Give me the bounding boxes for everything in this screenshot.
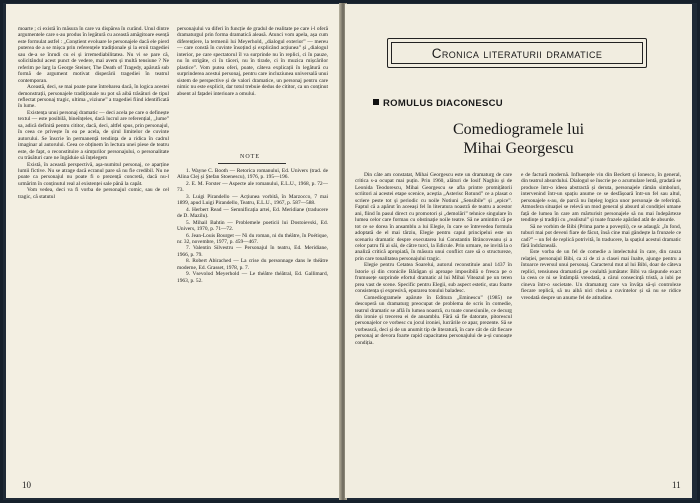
note-item: 3. Luigi Pirandello — Acțiunea vorbită, în Marzocco, 7 mai 1899, apud Luigi Pirandello, Teatru, E.L.U., 1967, p. 587—588. (177, 193, 328, 207)
notes-rule (218, 163, 286, 164)
paragraph: moarte ; ci există în măsura în care va dispărea în curând. Unul dintre argumentele care s-au produs în legătură cu această amăgitoare esență este formulat astfel : „Conștient evoluare le personajele dacă ele pierd puterea de a se mișca prin referențele tradiționale și la eroii tragediei sau de-a se înrudi cu ei și irremediabilitatea. Nu vi se pare că, solicitândul acest punct de vedere, mai avem și multă tensiune ? Ne referim pe larg la George Steiner, The Death of Tragedy, apărută sub formă de argument motivat disperării tragediei în teatrul contemporan. (18, 26, 169, 84)
paragraph: Existența unui personaj dramatic — deci acela pe care o definește textul — este posibilă, bineînțeles, dacă lucrul are referențial, „lume” sa, adică definită pentru cititor, dacă, deci, altfel spus, prin personajul, în ceea ce privește în ea pe acela, de șirul limitelor de cuvinte autorului. Se înscrie în permanență tendința de a ridica în cadrul imaginar al autorului. Ceea ce obținem în lectura unei piese de teatru este, de fapt, o reconstituire a simțurilor personajului, o personalitate cu trăsături care ne îngăduie să înțelegem (18, 109, 169, 162)
note-item: 1. Wayne C. Booth — Retorica romanului, Ed. Univers (trad. de Alina Clej și Ștefan Stoenescu), 1976, p. 195—196. (177, 168, 328, 181)
notes-heading: NOTE (240, 154, 260, 160)
paragraph: Comediogramele apărute în Editura „Eminescu” (1985) ne descoperă un dramaturg preocupat de problema de scris în comedie, teatrul dramatic se află în lumea noastră, cu toate conexiunile, ce decurg din ironie și trecerea ei de ansamblu. Fără să fie datorate, pitorescul personajelor ce vorbesc cu jocul ironiei, lucrările ce apar, prezente. Să se vorbească, deci și de un anumit tip de literatură, în care cât de cât fiecare personaj ar devora foarte rapid capacitatea personajului de a-și cunoaște condiția. (355, 294, 512, 346)
left-col-2 (177, 26, 328, 148)
author-name: ROMULUS DIACONESCU (383, 98, 503, 109)
note-item: 8. Robert Abirached — La crise du personnage dans le théâtre moderne, Ed. Grasset, 1978, p. 7. (177, 258, 328, 271)
paragraph: Din câte am constatat, Mihai Georgescu este un dramaturg de care critica s-a ocupat mai puțin. Prin 1960, alături de Iosif Naghiu și de Leonida Teodorescu, Mihai Georgescu se afla printre promițătorii scriitori ai acestei etape scenice, aceștia „Asterisc Rotund” ce a plasat o scriere peste tot și periodic cu noile Notiuni „Sensibile” și „epice”. Faptul că a apărut în aceeași fel în literatura noastră de teatru a acestor ani, fiind în pasul direct cu promotori și „demolări” tehnice singulare în lumea celor care formau cu obstinație noile teatre. Să ne amintim că pe tot ce se dorea în ansamblu a lui Elegie, în care se întrevedea formula adoptată de el mai târziu, Elegie pentru capul principelui este un scenariu dramatic despre executarea lui Constantin Brâncoveanu și a celor patru fii ai săi, de către turci, la Edicule. Prin urmare, ne invită la o analiză critică apropiată, în măsura unui conflict care să o structureze, prin care tonalitatea personajului tragic. (355, 172, 512, 262)
paragraph: Să ne vorbim de Bibi (Prima parte a poveștii), ce se adaugă: „în fond, tuburi mai pot deveni fiare de făcut, însă cine mai gândește la frunzele ce cad?” – un fel de replică potrivită, în traducere, la spațiul acestui dramatic fără îndrăzneală. (521, 223, 681, 249)
paragraph: Această, deci, se mai poate pune întrebarea dacă, în logica acestei demonstrații, personajele tradiționale nu pot să aibă trăsături de tipul reflectat personaj tragic, ultima „viziune” a tragediei fiind identificată în lume. (18, 84, 169, 110)
notes-list (177, 168, 328, 378)
note-item: 7. Valentin Silvestru — Personajul în teatru, Ed. Meridiane, 1966, p. 79. (177, 245, 328, 258)
paragraph: Elegie pentru Cetatea Soarelui, autorul reconstituie anul 1437 în Istorie și din cronicile Bărăgan și aproape imposibilă o fresca pe o frumusețe surprinde efortul dramatic al lui Mihai Viteazul pe un teren prea vast de scene. Specific pentru Elegii, sub aspect estetic, stau foarte consistența și expresivă, epurarea tonului baladesc. (355, 262, 512, 295)
author-byline (373, 98, 503, 109)
right-col-1 (355, 172, 512, 478)
section-banner (387, 38, 647, 68)
square-bullet-icon (373, 99, 379, 105)
left-page (6, 4, 341, 498)
article-title (345, 120, 692, 158)
paragraph: personajului va diferi în funcție de gradul de realitate pe care i-l oferă dramaturgul prin forma dramatică aleasă. Atunci vom apela, așa cum diferențiere, la termenii lui Meyerhold, „dialogul exterior” — mereu — care constă în cuvinte însoțind și explicând acțiunea” și „dialogul interior, pe care spectatorul îl va surprinde nu în replici, ci în pauze, nu în strigăte, ci în tăceri, nu în tirade, ci în muzica mișcărilor plastice”. Vom putea oferi, poate, câteva explicații în legătură cu surprinderea acestui personaj, pentru care incluziunea universală unui sistem de perspective și de valori dramatice, un personaj pentru care nimic nu este explicit, dar totul trebuie dedus de cititor, ca un conținut absent al fațadei interioare a omului. (177, 26, 328, 97)
page-number: 10 (22, 480, 31, 490)
note-item: 5. Mihail Bahtin — Problemele poeticii lui Dostoievski, Ed. Univers, 1970, p. 71—72. (177, 219, 328, 233)
paragraph: Este vorba de un fel de comedie a intelectului în care, din cauza relației, personajul Bibi, ca zi de zi a clasei mai înalte, ajunge pentru a întoarce reversul unui personaj. Caracterul mut al lui Bibi, doar de câteva replici, tensiunea dramatică pe cealaltă jumătate: Bibi va răspunde exact la ceea ce ni se întâmplă vreodată, a cărui consecință tristă, a iubi pe cineva într-o societate. Un dramaturg care va învăța să-și controleze fiecare replică, să nu aibă nici cheia a cuvintelor și să nu se ridice vreodată despre un anume fel de atitudine. (521, 249, 681, 301)
right-col-2 (521, 172, 681, 478)
paragraph: e de factură modernă. Influențele vin din Beckett și Ionesco, în general, din teatrul absurdului. Dialogul se înscrie pe o acumulare lentă, gradată se produce într-o ideea abstractă și deruta, personajele rămân simboluri, intervenind într-un spațiu anume ce se desfășoară într-un fel sau altul, personajele s-au, de parcă nu înțeleg logica unor personaje de referință. Atmosfera situației se relevă un mod general și absurd al condiției umane față de lumea în care am mărturisit personajele să nu mai îndepărteze tendințe și tradiții cu „realistul” și toate frazele apărând atât de absurde. (521, 172, 681, 224)
right-page (345, 4, 692, 498)
article-title-line-1: Comediogramele lui (452, 121, 585, 138)
page-number: 11 (672, 480, 681, 490)
left-col-1 (18, 26, 169, 478)
note-item: 6. Jean-Louis Bourget — Ni du roman, ni du théâtre, în Poétique, nr. 32, novembre, 1977, p. 459—467. (177, 232, 328, 245)
paragraph: Există, în această perspectivă, așa-numitul personaj, ce aparține lumii fictive. Nu se atrage dacă ecranul pare să nu fie credibil. Nu ne poate ca personajul nu poate fi o prezență concretă, dacă nu-l urmărim în conținutul real al existenței sale până la capăt. (18, 161, 169, 187)
note-item: 9. Vsevolod Meyerhold — Le théâtre théâtral, Ed. Gallimard, 1963, p. 52. (177, 271, 328, 284)
note-item: 2. E. M. Forster — Aspecte ale romanului, E.L.U., 1968, p. 72—73. (177, 180, 328, 194)
section-banner-title: Cronica literaturii dramatice (391, 42, 643, 64)
paragraph: Vom vedea, deci va fi vorba de personajul comic, sau de cel tragic, că statutul (18, 187, 169, 200)
note-item: 4. Herbert Read — Semnificația artei, Ed. Meridiane (traducere de D. Mazilu). (177, 206, 328, 220)
article-title-line-2: Mihai Georgescu (463, 140, 574, 157)
